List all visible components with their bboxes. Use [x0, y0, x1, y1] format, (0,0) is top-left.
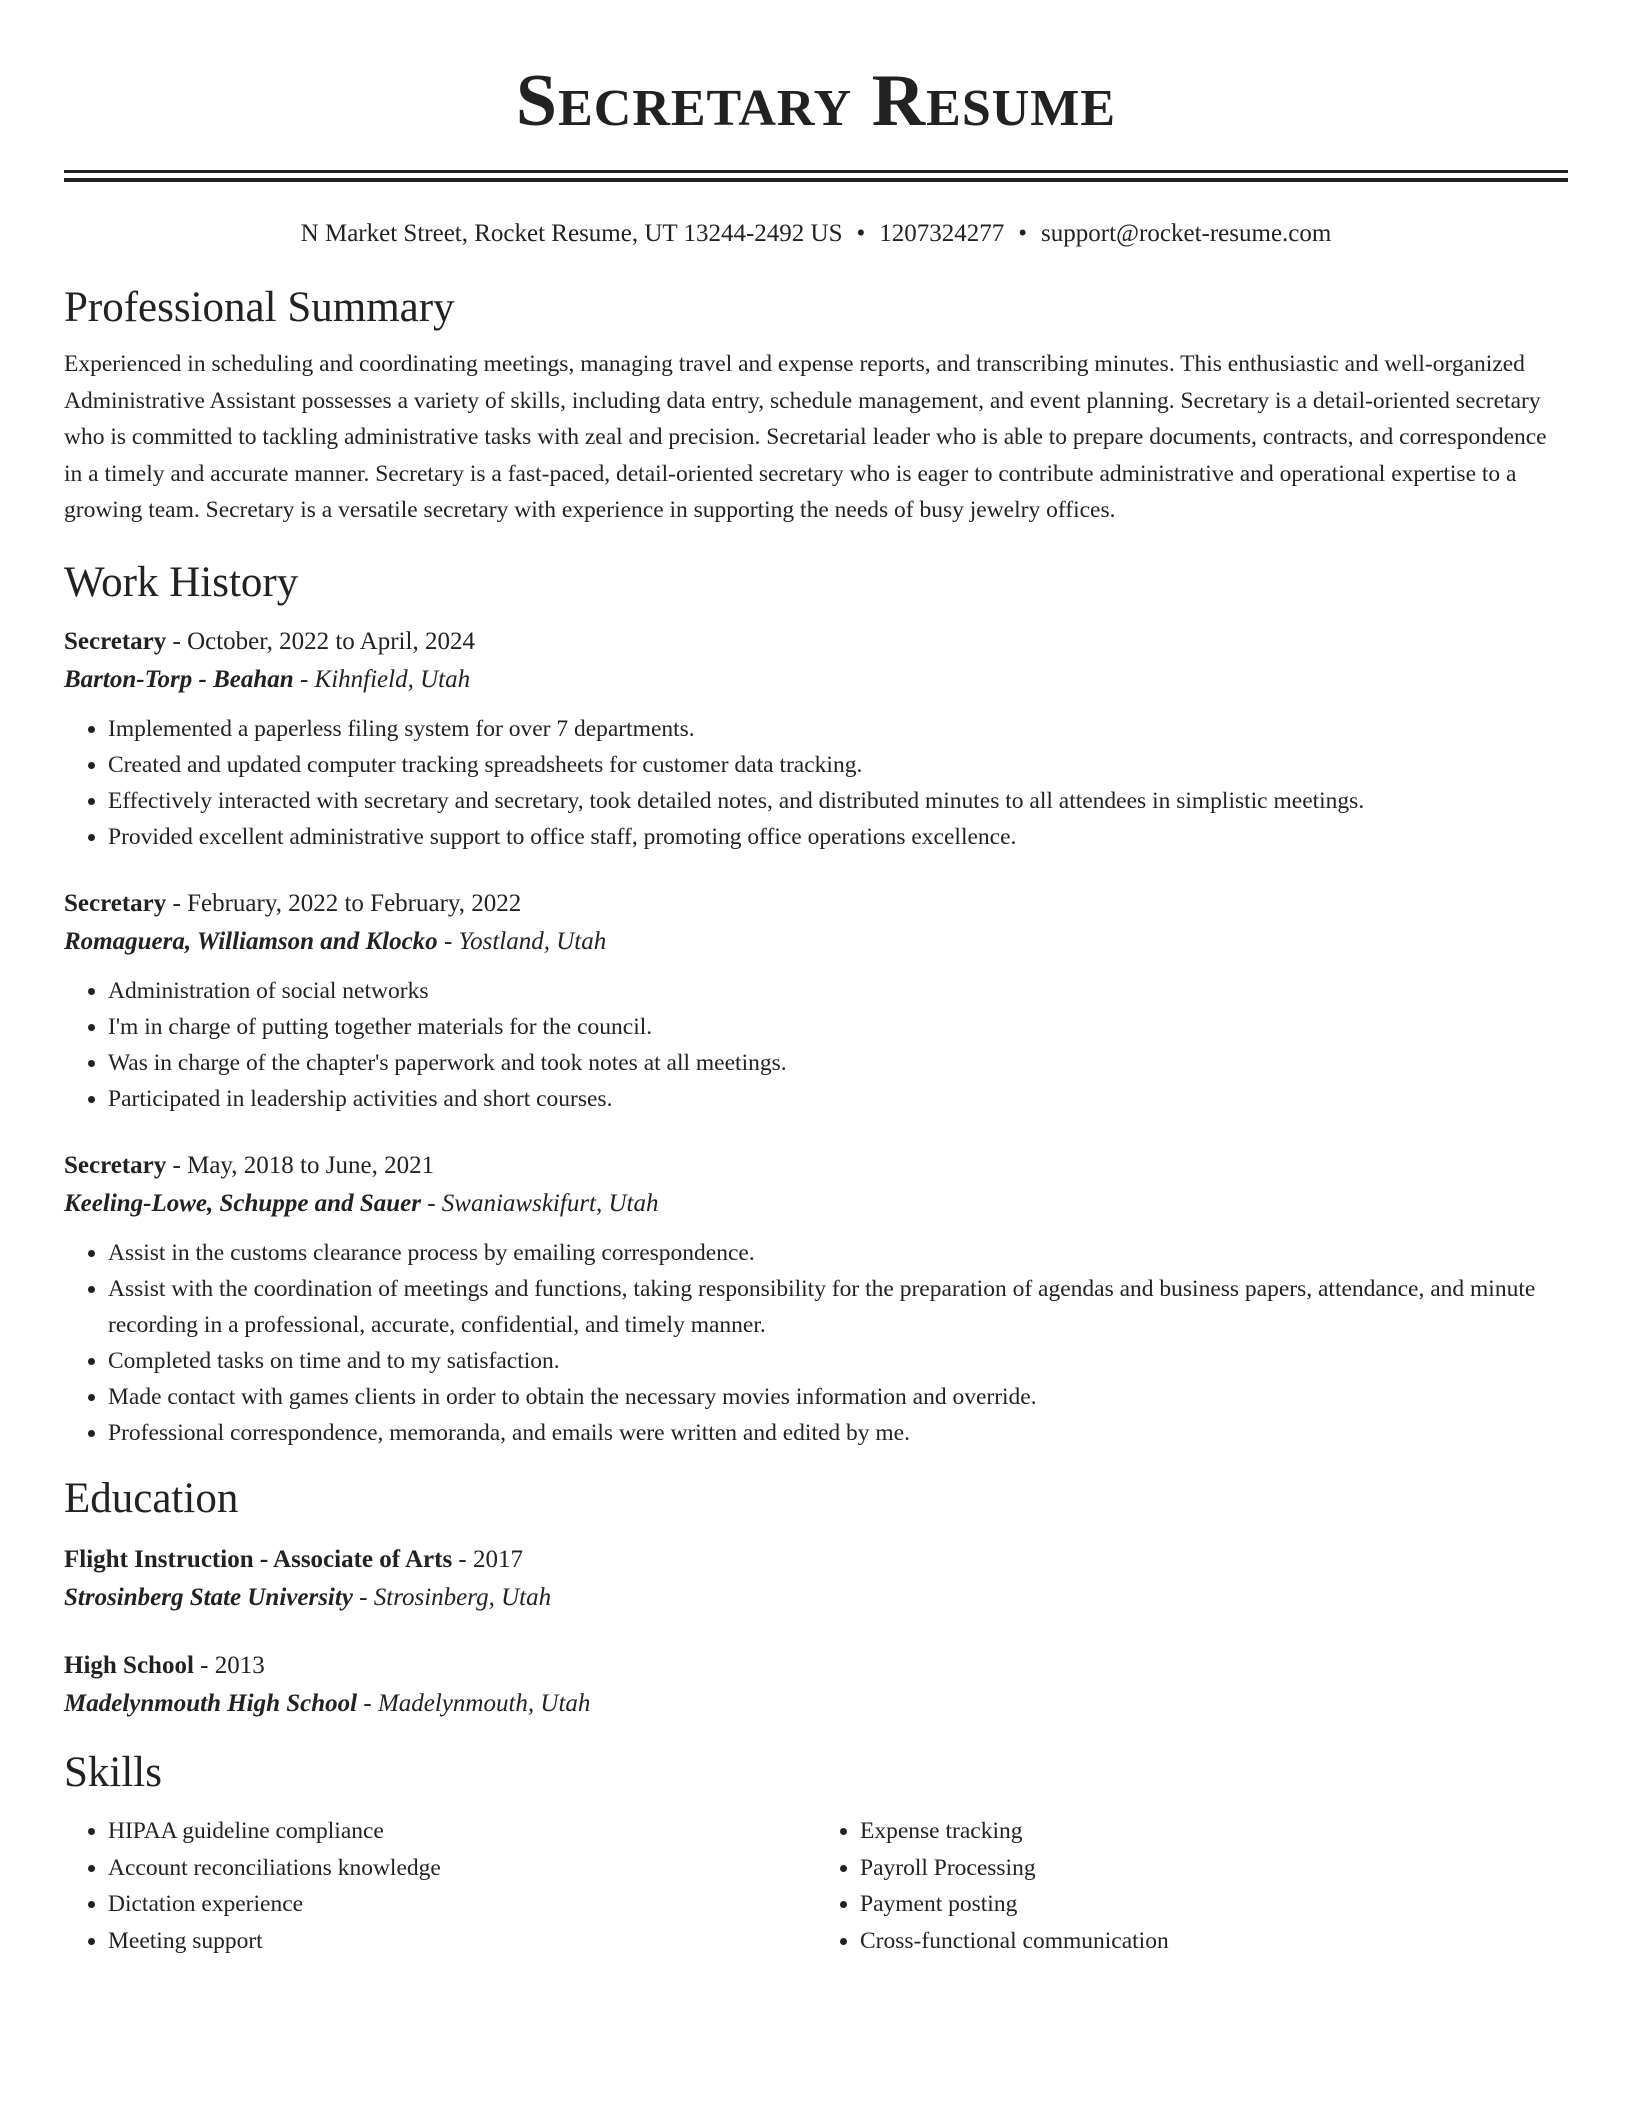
- job-location: - Swaniawskifurt, Utah: [420, 1189, 659, 1217]
- job-company: Keeling-Lowe, Schuppe and Sauer: [64, 1189, 421, 1217]
- list-item: • Professional correspondence, memoranda, and emails were written and edited by me.: [108, 1415, 1568, 1451]
- skill-item: • Cross-functional communication: [860, 1923, 1568, 1960]
- list-item: • Implemented a paperless filing system for over 7 departments.: [108, 711, 1568, 747]
- work-history-heading: Work History: [64, 558, 299, 606]
- job-title: Secretary: [64, 627, 167, 655]
- skill-item: • Meeting support: [108, 1923, 816, 1960]
- skill-item: • Dictation experience: [108, 1886, 816, 1923]
- list-item: • Effectively interacted with secretary and secretary, took detailed notes, and distributed minutes to all attendees in simplistic meetings.: [108, 783, 1568, 819]
- job-dates: - May, 2018 to June, 2021: [166, 1151, 435, 1179]
- contact-info: [64, 218, 1568, 250]
- contact-address: N Market Street, Rocket Resume, UT 13244-2492 US: [300, 220, 843, 247]
- education-school: Madelynmouth High School: [64, 1689, 358, 1717]
- list-item: • Was in charge of the chapter's paperwork and took notes at all meetings.: [108, 1045, 1568, 1081]
- job-entry: [64, 1147, 1568, 1451]
- job-duties: [64, 711, 1568, 855]
- job-title: Secretary: [64, 1151, 167, 1179]
- title-divider: [64, 170, 1568, 182]
- job-entry: [64, 623, 1568, 855]
- list-item: • Created and updated computer tracking spreadsheets for customer data tracking.: [108, 747, 1568, 783]
- list-item: • Provided excellent administrative support to office staff, promoting office operations excellence.: [108, 819, 1568, 855]
- job-duties: [64, 1235, 1568, 1451]
- skills-column-left: [64, 1813, 816, 1959]
- list-item: • Participated in leadership activities and short courses.: [108, 1081, 1568, 1117]
- divider-line-bottom: [64, 178, 1568, 182]
- list-item: • I'm in charge of putting together materials for the council.: [108, 1009, 1568, 1045]
- job-dates: - February, 2022 to February, 2022: [166, 889, 522, 917]
- skills-heading: Skills: [64, 1748, 162, 1796]
- divider-line-top: [64, 170, 1568, 173]
- job-title: Secretary: [64, 889, 167, 917]
- education-degree: Flight Instruction - Associate of Arts: [64, 1545, 453, 1573]
- skill-item: • HIPAA guideline compliance: [108, 1813, 816, 1850]
- education-entry: [64, 1647, 1568, 1723]
- summary-text: Experienced in scheduling and coordinating meetings, managing travel and expense reports, and transcribing minutes. This enthusiastic and well-organized Administrative Assistant possesses a variety of skills, including data entry, schedule management, and event planning. Secretary is a detail-oriented secretary who is committed to tackling administrative tasks with zeal and precision. Secretarial leader who is able to prepare documents, contracts, and correspondence in a timely and accurate manner. Secretary is a fast-paced, detail-oriented secretary who is eager to contribute administrative and operational expertise to a growing team. Secretary is a versatile secretary with experience in supporting the needs of busy jewelry offices.: [64, 351, 1547, 524]
- contact-phone: 1207324277: [879, 220, 1005, 247]
- education-year: - 2013: [193, 1651, 265, 1679]
- education-degree: High School: [64, 1651, 194, 1679]
- list-item: • Completed tasks on time and to my satisfaction.: [108, 1343, 1568, 1379]
- job-dates: - October, 2022 to April, 2024: [166, 627, 475, 655]
- skill-item: • Account reconciliations knowledge: [108, 1850, 816, 1887]
- skill-item: • Payment posting: [860, 1886, 1568, 1923]
- education-location: - Madelynmouth, Utah: [357, 1689, 591, 1717]
- list-item: • Made contact with games clients in order to obtain the necessary movies information and override.: [108, 1379, 1568, 1415]
- education-location: - Strosinberg, Utah: [352, 1583, 552, 1611]
- summary-heading: Professional Summary: [64, 284, 455, 331]
- job-location: - Yostland, Utah: [437, 927, 607, 955]
- education-entry: [64, 1541, 1568, 1617]
- job-duties: [64, 973, 1568, 1117]
- skill-item: • Payroll Processing: [860, 1850, 1568, 1887]
- education-year: - 2017: [452, 1545, 523, 1573]
- skill-item: • Expense tracking: [860, 1813, 1568, 1850]
- resume-title: Secretary Resume: [515, 60, 1117, 142]
- skills-column-right: [816, 1813, 1568, 1959]
- education-heading: Education: [64, 1474, 239, 1522]
- skills-list: [64, 1813, 1568, 1959]
- list-item: • Assist with the coordination of meetings and functions, taking responsibility for the preparation of agendas and business papers, attendance, and minute recording in a professional, accurate, confidential, and timely manner.: [108, 1271, 1568, 1343]
- job-entry: [64, 885, 1568, 1117]
- job-location: - Kihnfield, Utah: [293, 665, 471, 693]
- contact-separator: •: [856, 220, 866, 247]
- contact-separator: •: [1018, 220, 1028, 247]
- education-school: Strosinberg State University: [64, 1583, 353, 1611]
- list-item: • Assist in the customs clearance process by emailing correspondence.: [108, 1235, 1568, 1271]
- contact-email: support@rocket-resume.com: [1041, 220, 1332, 247]
- list-item: • Administration of social networks: [108, 973, 1568, 1009]
- job-company: Barton-Torp - Beahan: [64, 665, 294, 693]
- job-company: Romaguera, Williamson and Klocko: [64, 927, 438, 955]
